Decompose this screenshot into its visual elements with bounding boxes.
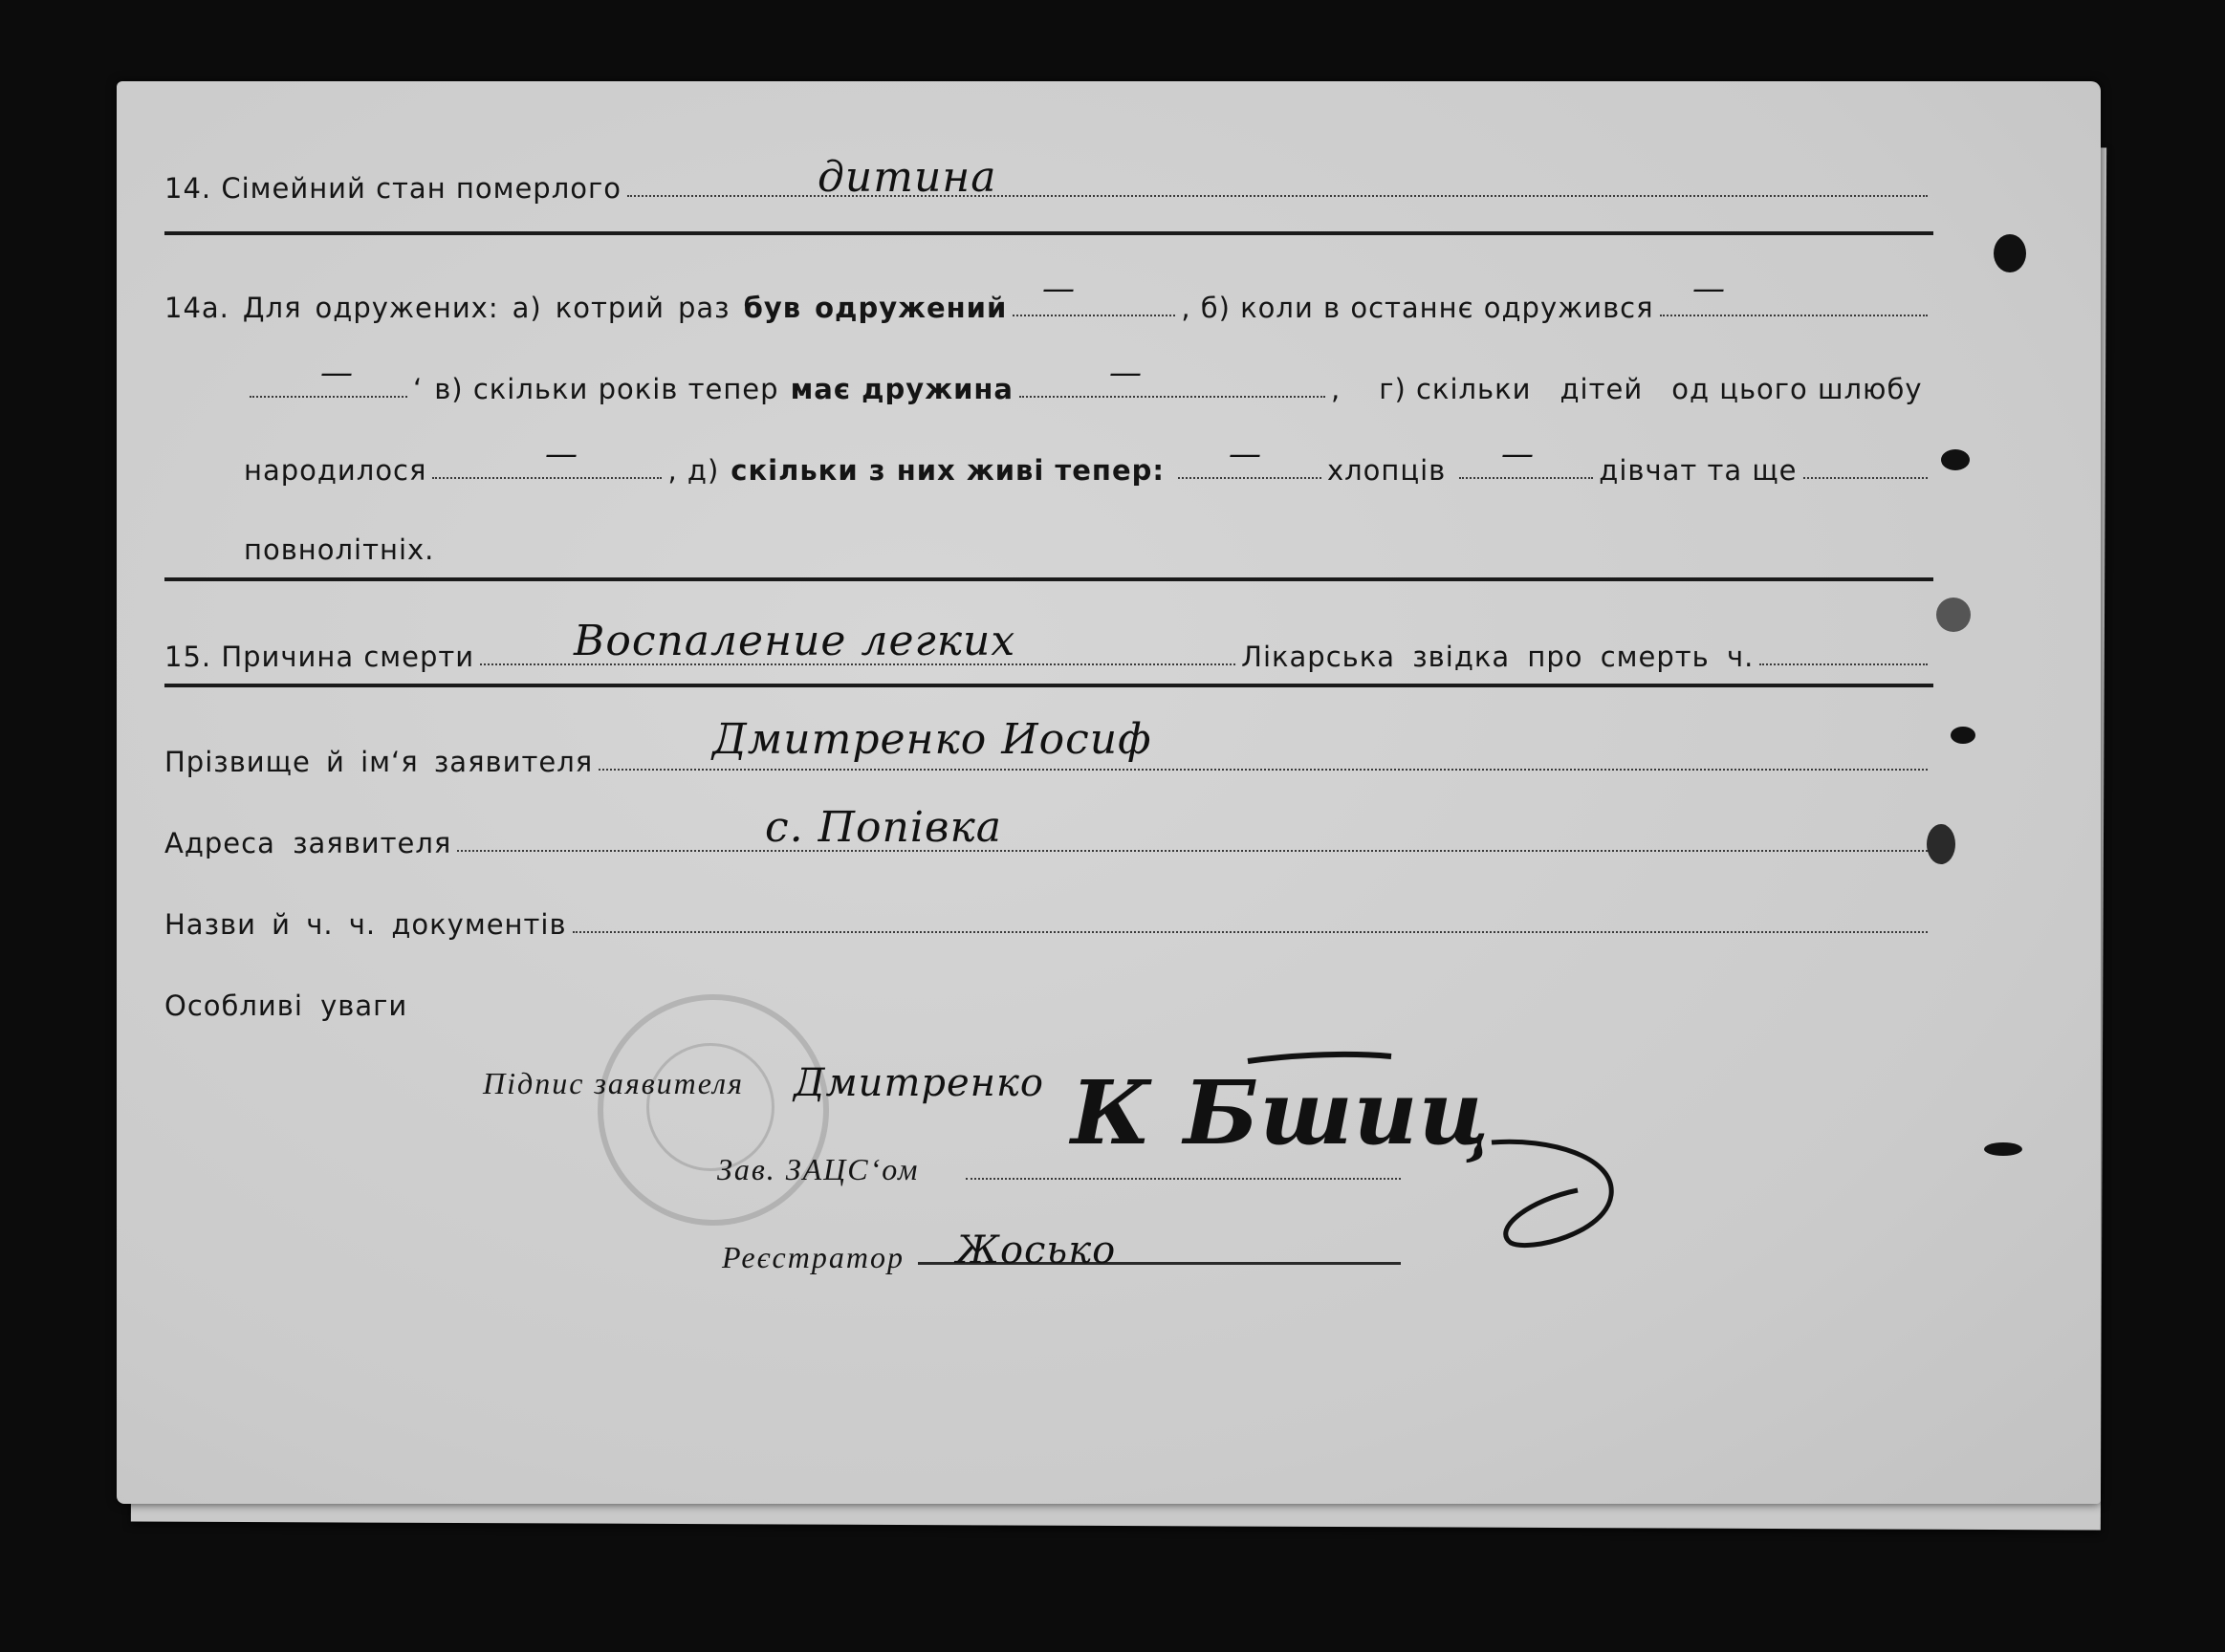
- punch-hole: [1927, 824, 1955, 864]
- q14a-w6: був: [743, 292, 802, 324]
- documents-label: Назви й ч. ч. документів: [164, 908, 567, 941]
- q14a-boys-dash: —: [1501, 435, 1535, 473]
- q14a-num: 14а.: [164, 292, 229, 324]
- applicant-name-label: Прізвище й ім‘я заявителя: [164, 746, 594, 778]
- q15-row: [164, 641, 1933, 673]
- applicant-address-row: [164, 827, 1933, 859]
- q14a-part-g: г) скільки: [1379, 373, 1532, 405]
- q14a-last-married-line: [1660, 313, 1928, 316]
- applicant-address-line: [457, 848, 1928, 852]
- q14a-part-g2: дітей: [1560, 373, 1644, 405]
- q14a-prev-dash: —: [320, 354, 354, 392]
- q14a-part-v-bold: має дружина: [790, 373, 1014, 405]
- punch-hole: [1984, 1142, 2022, 1156]
- q14a-part-b: , б) коли в останнє одружився: [1181, 292, 1654, 324]
- q14a-w7: одружений: [815, 292, 1008, 324]
- q14a-boys: хлопців: [1326, 454, 1447, 487]
- q14a-w2: одружених:: [315, 292, 499, 324]
- head-signature: К Бшиц: [1071, 1061, 1491, 1164]
- rule-after-14a: [164, 577, 1933, 581]
- round-stamp: [598, 994, 829, 1226]
- q14-answer: дитина: [818, 153, 997, 202]
- q14a-girls: дівчат та ще: [1599, 454, 1798, 487]
- head-signature-label: Зав. ЗАЦС‘ом: [717, 1152, 920, 1186]
- applicant-name-answer: Дмитренко Иосиф: [712, 715, 1152, 764]
- q14a-born-dash: —: [545, 435, 578, 473]
- q15-answer: Воспаление легких: [574, 617, 1016, 665]
- q14a-born: народилося: [244, 454, 427, 487]
- q14a-part-v: в) скільки років тепер: [434, 373, 779, 405]
- punch-hole: [1941, 449, 1970, 470]
- head-signature-line: [966, 1176, 1401, 1180]
- q15-label: 15. Причина смерти: [164, 641, 475, 673]
- notes-label: Особливі уваги: [164, 989, 408, 1022]
- q14a-line2: [244, 373, 1933, 405]
- q14a-wife-age-line: [1019, 394, 1325, 398]
- q14a-line4: [244, 533, 434, 566]
- q14a-last-dash: —: [1692, 270, 1726, 308]
- q14-label: 14. Сімейний стан померлого: [164, 172, 622, 205]
- q14a-line3: [244, 454, 1933, 487]
- q14a-part-g3: од цього шлюбу: [1671, 373, 1923, 405]
- q15-medical-line: [1759, 662, 1928, 665]
- documents-line: [573, 929, 1928, 933]
- punch-hole: [1951, 727, 1975, 744]
- rule-after-14: [164, 231, 1933, 235]
- q14a-born-line: [432, 475, 662, 479]
- punch-hole: [1936, 598, 1971, 632]
- q14a-adults: повнолітніх.: [244, 533, 435, 566]
- applicant-name-line: [599, 767, 1928, 771]
- rule-after-15: [164, 684, 1933, 687]
- q14a-w5: раз: [677, 292, 731, 324]
- q14a-prev-line: [250, 394, 407, 398]
- q15-medical-label: Лікарська звідка про смерть ч.: [1241, 641, 1755, 673]
- q14-row: [164, 172, 1933, 205]
- q14a-wife-dash: —: [1109, 354, 1143, 392]
- q14a-boys-line: [1459, 475, 1593, 479]
- registrar-label: Реєстратор: [722, 1240, 905, 1274]
- applicant-signature-label: Підпис заявителя: [483, 1066, 744, 1100]
- q14a-part-d: , д): [667, 454, 720, 487]
- q14a-w1: Для: [242, 292, 302, 324]
- applicant-address-label: Адреса заявителя: [164, 827, 452, 859]
- q14a-times-dash: —: [1042, 270, 1076, 308]
- q14a-times-line: [1013, 313, 1175, 316]
- q14a-w3: а): [512, 292, 542, 324]
- q14a-part-d-bold: скільки з них живі тепер:: [731, 454, 1165, 487]
- applicant-signature: Дмитренко: [794, 1061, 1044, 1105]
- q14a-alive-dash: —: [1229, 435, 1262, 473]
- q14a-girls-line: [1803, 475, 1928, 479]
- notes-row: [164, 989, 407, 1022]
- q14a-alive-line: [1178, 475, 1321, 479]
- punch-hole: [1994, 234, 2026, 272]
- documents-row: [164, 908, 1933, 941]
- q14a-w4: котрий: [555, 292, 665, 324]
- registrar-signature: Жосько: [956, 1228, 1117, 1272]
- applicant-address-answer: с. Попівка: [765, 803, 1003, 852]
- q14a-quote: ‘: [413, 373, 424, 405]
- q14a-comma: ,: [1331, 373, 1342, 405]
